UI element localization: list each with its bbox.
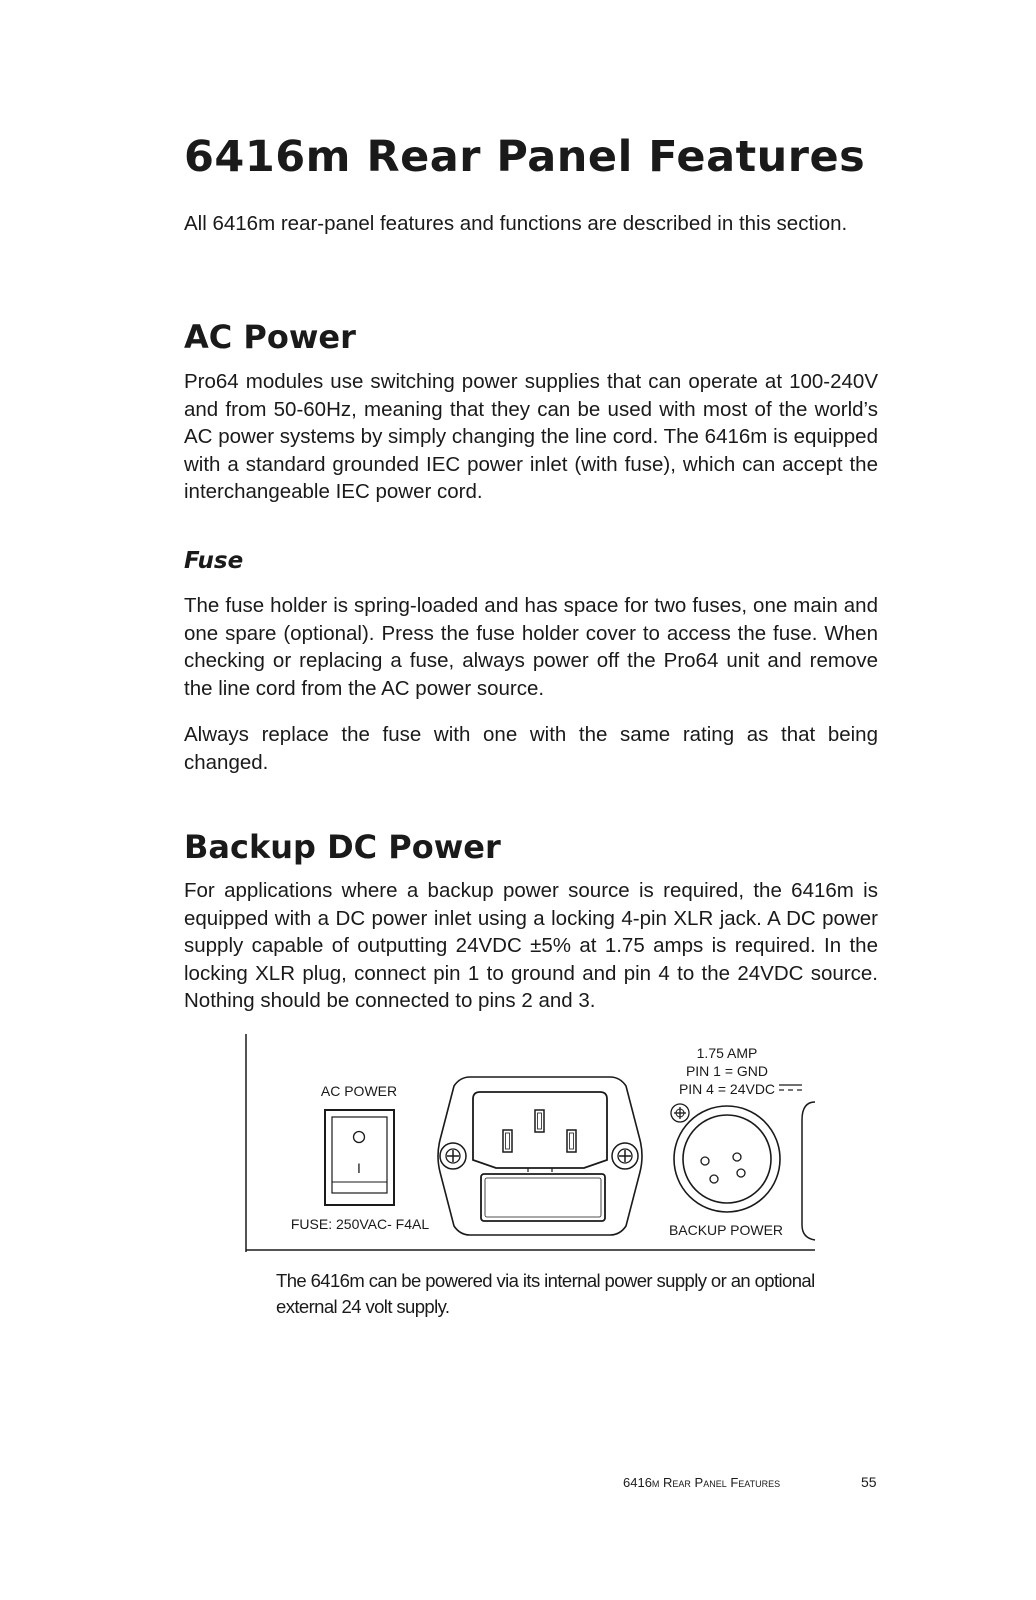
footer-section-title: 6416m Rear Panel Features (623, 1475, 781, 1490)
mount-screw-left (440, 1143, 466, 1169)
xlr-pin (737, 1169, 745, 1177)
mount-screw-right (612, 1143, 638, 1169)
backup-power-label: BACKUP POWER (668, 1222, 784, 1238)
chassis-edge (802, 1102, 815, 1240)
intro-paragraph: All 6416m rear-panel features and functions are described in this section. (184, 212, 848, 235)
backup-dc-paragraph: For applications where a backup power source is required, the 6416m is equipped with a DC power inlet using a locking 4-pin XLR jack. A DC power supply capable of outputting 24VDC ±5% at 1.75 amps is required. In the locking XLR plug, connect pin 1 to ground and pin 4 to the 24VDC source. Nothing should be connected to pins 2 and 3. (184, 879, 878, 1013)
dc-symbol-icon (779, 1085, 802, 1090)
figure-caption: The 6416m can be powered via its internal power supply or an optional external 24 volt supply. (276, 1270, 815, 1317)
amp-rating-label: 1.75 AMP (696, 1045, 758, 1061)
backup-dc-heading: Backup DC Power (184, 828, 501, 866)
page-title: 6416m Rear Panel Features (184, 132, 866, 182)
ac-power-heading: AC Power (184, 318, 356, 356)
switch-on-symbol: I (357, 1160, 361, 1176)
page-number: 55 (861, 1474, 877, 1490)
xlr-pin (701, 1157, 709, 1165)
fuse-paragraph-1: The fuse holder is spring-loaded and has space for two fuses, one main and one spare (optional). Press the fuse holder cover to access the fuse. When checking or replacing a fuse, always power off the Pro64 unit and remove the line cord from the AC power source. (184, 594, 878, 700)
ac-power-paragraph: Pro64 modules use switching power supplies that can operate at 100-240V and from 50-60Hz, meaning that they can be used with most of the world’s AC power systems by simply changing the line cord. The 6416m is equipped with a standard grounded IEC power inlet (with fuse), which can accept the interchangeable IEC power cord. (184, 370, 878, 504)
xlr-latch-icon (671, 1104, 689, 1122)
xlr-connector (674, 1106, 780, 1212)
fuse-drawer (481, 1174, 605, 1221)
ac-power-label: AC POWER (320, 1083, 398, 1099)
xlr-pin (710, 1175, 718, 1183)
fuse-heading: Fuse (184, 548, 244, 574)
pin1-label: PIN 1 = GND (685, 1063, 769, 1079)
pin4-label: PIN 4 = 24VDC (678, 1081, 776, 1097)
xlr-pin (733, 1153, 741, 1161)
iec-power-inlet (438, 1077, 642, 1235)
rear-panel-diagram (240, 1030, 820, 1260)
switch-off-symbol (354, 1132, 365, 1143)
power-switch (325, 1110, 394, 1205)
fuse-paragraph-2: Always replace the fuse with one with the same rating as that being changed. (184, 723, 878, 774)
fuse-rating-label: FUSE: 250VAC- F4AL (290, 1216, 430, 1232)
iec-socket (473, 1092, 607, 1168)
